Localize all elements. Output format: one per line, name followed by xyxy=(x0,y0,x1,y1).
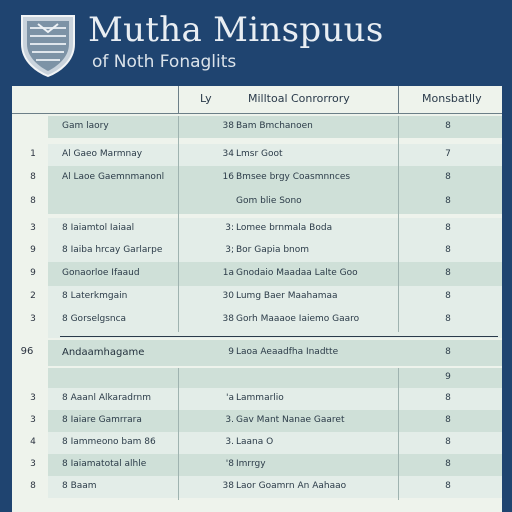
cell-c3: Bam Bmchanoen xyxy=(236,121,313,131)
row-number: 1 xyxy=(30,149,36,159)
section-rule xyxy=(60,336,498,337)
cell-c4: 8 xyxy=(445,393,451,403)
cell-c1: Gam laory xyxy=(62,121,109,131)
cell-c3: Gav Mant Nanae Gaaret xyxy=(236,415,345,425)
table-row xyxy=(48,240,502,262)
cell-c4: 8 xyxy=(445,223,451,233)
cell-c2: '8 xyxy=(225,459,234,469)
cell-c3: Lammarlio xyxy=(236,393,284,403)
table-row xyxy=(48,432,502,454)
cell-c4: 8 xyxy=(445,415,451,425)
crest-icon xyxy=(18,10,78,78)
row-number: 4 xyxy=(30,437,36,447)
header-divider xyxy=(178,86,179,114)
row-number: 8 xyxy=(30,172,36,182)
row-number: 8 xyxy=(30,196,36,206)
data-table xyxy=(0,86,512,512)
cell-c4: 8 xyxy=(445,245,451,255)
cell-c3: Bor Gapia bnom xyxy=(236,245,310,255)
header-rule xyxy=(12,113,502,114)
cell-c1: 8 Iammeono bam 86 xyxy=(62,437,156,447)
cell-c4: 8 xyxy=(445,291,451,301)
table-row xyxy=(48,476,502,498)
section-description: Laoa Aeaadfha Inadtte xyxy=(236,347,339,357)
cell-c3: Laor Goamrn An Aahaao xyxy=(236,481,347,491)
row-number: 3 xyxy=(30,393,36,403)
table-row xyxy=(48,332,502,338)
header-divider xyxy=(398,86,399,114)
cell-c3: Gorh Maaaoe Iaiemo Gaaro xyxy=(236,314,360,324)
table-row xyxy=(48,166,502,190)
cell-c1: Gonaorloe Ifaaud xyxy=(62,268,140,278)
cell-c4: 8 xyxy=(445,268,451,278)
column-header-ly: Ly xyxy=(200,92,212,105)
cell-c1: Al Gaeo Marmnay xyxy=(62,149,143,159)
cell-c2: 3. xyxy=(225,415,234,425)
cell-c1: 8 Iaiare Gamrrara xyxy=(62,415,142,425)
cell-c3: Laana O xyxy=(236,437,274,447)
cell-c2: 3. xyxy=(225,437,234,447)
section-value: 9 xyxy=(228,347,234,357)
row-number: 9 xyxy=(30,245,36,255)
cell-c3: Gom blie Sono xyxy=(236,196,302,206)
row-number: 9 xyxy=(30,268,36,278)
cell-c3: Lumg Baer Maahamaa xyxy=(236,291,338,301)
cell-c2: 30 xyxy=(222,291,234,301)
column-divider xyxy=(398,116,399,332)
cell-c2: 3; xyxy=(225,245,234,255)
cell-c4: 8 xyxy=(445,121,451,131)
cell-c2: 38 xyxy=(222,481,234,491)
cell-c1: 8 Laterkmgain xyxy=(62,291,128,301)
section-label: Andaamhagame xyxy=(62,347,145,358)
page-title: Mutha Minspuus xyxy=(88,10,384,50)
table-row xyxy=(48,368,502,388)
cell-c2: 38 xyxy=(222,314,234,324)
cell-c2: 38 xyxy=(222,121,234,131)
cell-c4: 8 xyxy=(445,314,451,324)
table-row xyxy=(48,286,502,308)
cell-c4: 8 xyxy=(445,437,451,447)
column-divider xyxy=(398,368,399,500)
cell-c4: 7 xyxy=(445,149,451,159)
cell-c3: Gnodaio Maadaa Lalte Goo xyxy=(236,268,358,278)
table-row xyxy=(48,190,502,214)
cell-c2: 3: xyxy=(225,223,234,233)
table-row xyxy=(48,116,502,138)
row-number: 3 xyxy=(30,314,36,324)
cell-c1: 8 Iaiamtol Iaiaal xyxy=(62,223,135,233)
section-number: 96 xyxy=(20,346,34,357)
column-header-milltoal: Milltoal Conrorrory xyxy=(248,92,350,105)
cell-c4: 8 xyxy=(445,196,451,206)
row-number: 3 xyxy=(30,415,36,425)
table-row xyxy=(48,144,502,166)
column-divider xyxy=(178,368,179,500)
cell-c3: Imrrgy xyxy=(236,459,266,469)
column-divider xyxy=(178,116,179,332)
left-margin xyxy=(0,86,12,512)
page-header xyxy=(0,0,512,86)
cell-c2: 34 xyxy=(222,149,234,159)
row-number: 3 xyxy=(30,223,36,233)
cell-c3: Lomee brnmala Boda xyxy=(236,223,333,233)
cell-c1: 8 Baam xyxy=(62,481,97,491)
column-header-monsbatlly: Monsbatlly xyxy=(422,92,482,105)
cell-c1: 8 Iaiba hrcay Garlarpe xyxy=(62,245,163,255)
cell-c4: 8 xyxy=(445,172,451,182)
cell-c1: 8 Gorselgsnca xyxy=(62,314,127,324)
cell-c2: 'a xyxy=(226,393,234,403)
table-row xyxy=(48,388,502,410)
row-number: 2 xyxy=(30,291,36,301)
section-count: 8 xyxy=(445,347,451,357)
cell-c3: Bmsee brgy Coasmnnces xyxy=(236,172,351,182)
cell-c3: Lmsr Goot xyxy=(236,149,283,159)
row-number: 8 xyxy=(30,481,36,491)
page-subtitle: of Noth Fonaglits xyxy=(92,52,237,72)
cell-c4: 8 xyxy=(445,481,451,491)
table-row xyxy=(48,454,502,476)
table-row xyxy=(48,218,502,240)
cell-c2: 16 xyxy=(222,172,234,182)
table-row xyxy=(48,410,502,432)
section-row xyxy=(48,340,502,366)
table-row xyxy=(48,308,502,332)
table-row xyxy=(48,262,502,286)
cell-c1: 8 Aaanl Alkaradrnm xyxy=(62,393,152,403)
right-margin xyxy=(502,86,512,512)
row-number: 3 xyxy=(30,459,36,469)
cell-c1: 8 Iaiamatotal alhle xyxy=(62,459,147,469)
cell-c1: Al Laoe Gaemnmanonl xyxy=(62,172,165,182)
cell-c4: 8 xyxy=(445,459,451,469)
cell-c2: 1a xyxy=(222,268,234,278)
cell-c4: 9 xyxy=(445,372,451,382)
